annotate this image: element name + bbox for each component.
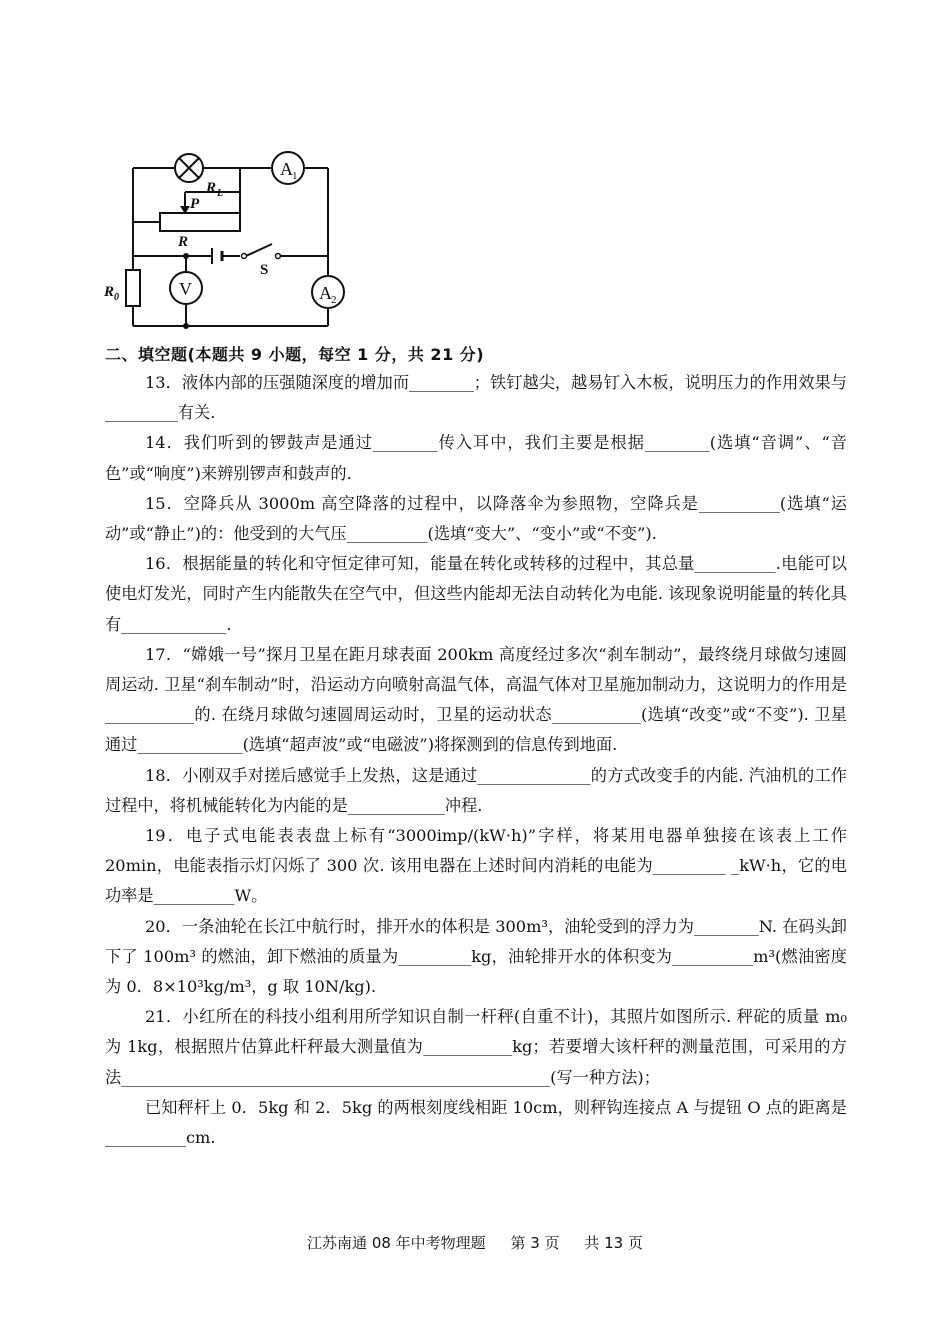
question-list bbox=[105, 368, 847, 1153]
question-17: 17．“嫦娥一号”探月卫星在距月球表面 200km 高度经过多次“刹车制动”，最终绕月球做匀速圆周运动. 卫星“刹车制动”时，沿运动方向喷射高温气体，高温气体对卫星施加制动力，这说明力的作用是___________的. 在绕月球做匀速圆周运动时，卫星的运动状态___________(选填“改变”或“不变”). 卫星通过_____________(选填“超声波”或“电磁波”)将探测到的信息传到地面. bbox=[105, 644, 847, 755]
label-RL: R bbox=[206, 180, 217, 196]
question-14: 14．我们听到的锣鼓声是通过________传入耳中，我们主要是根据________(选填“音调”、“音色”或“响度”)来辨别锣声和鼓声的. bbox=[105, 433, 847, 483]
label-S: S bbox=[260, 262, 269, 278]
section-title: 二、填空题(本题共 9 小题，每空 1 分，共 21 分) bbox=[105, 345, 485, 364]
switch-S-blade bbox=[246, 244, 272, 256]
label-RL-sub: L bbox=[217, 188, 224, 199]
switch-contact-right bbox=[276, 254, 281, 259]
page-footer bbox=[0, 1232, 950, 1253]
label-R0-sub: 0 bbox=[114, 292, 119, 303]
junction-dot bbox=[183, 323, 189, 329]
lamp-icon bbox=[175, 154, 203, 182]
svg-text:1: 1 bbox=[292, 170, 298, 182]
label-R: R bbox=[178, 234, 189, 250]
question-21-continued: 已知秤杆上 0．5kg 和 2．5kg 的两根刻度线相距 10cm，则秤钩连接点 A 与提钮 O 点的距离是__________cm. bbox=[105, 1097, 847, 1148]
question-18: 18．小刚双手对搓后感觉手上发热，这是通过______________的方式改变手的内能. 汽油机的工作过程中，将机械能转化为内能的是____________冲程. bbox=[105, 765, 847, 815]
question-21: 21．小红所在的科技小组利用所学知识自制一杆秤(自重不计)，其照片如图所示. 秤砣的质量 m₀ 为 1kg，根据照片估算此杆秤最大测量值为___________kg；若要增大该杆秤的测量范围，可采用的方法_____________________________________________________(写一种方法)； bbox=[105, 1007, 847, 1087]
footer-source: 江苏南通 08 年中考物理题 bbox=[307, 1234, 486, 1252]
voltmeter-V bbox=[170, 272, 202, 304]
ammeter-A2 bbox=[312, 276, 344, 308]
junction-dot bbox=[183, 253, 189, 259]
question-15: 15．空降兵从 3000m 高空降落的过程中，以降落伞为参照物，空降兵是__________(选填“运动”或“静止”)的：他受到的大气压__________(选填“变大”、“变小”或“不变”). bbox=[105, 493, 847, 544]
question-16: 16．根据能量的转化和守恒定律可知，能量在转化或转移的过程中，其总量__________.电能可以使电灯发光，同时产生内能散失在空气中，但这些内能却无法自动转化为电能. 该现象说明能量的转化具有_____________. bbox=[105, 554, 847, 634]
rheostat-R bbox=[160, 213, 240, 231]
ammeter-A1 bbox=[272, 152, 304, 184]
svg-text:2: 2 bbox=[331, 294, 337, 306]
svg-text:V: V bbox=[179, 279, 192, 299]
resistor-R0 bbox=[126, 270, 140, 306]
question-19: 19．电子式电能表表盘上标有“3000imp/(kW·h)”字样，将某用电器单独接在该表上工作 20min，电能表指示灯闪烁了 300 次. 该用电器在上述时间内消耗的电能为_________ _kW·h，它的电功率是__________W。 bbox=[105, 826, 847, 906]
question-20: 20．一条油轮在长江中航行时，排开水的体积是 300m³，油轮受到的浮力为________N. 在码头卸下了 100m³ 的燃油，卸下燃油的质量为_________kg，油轮排开水的体积变为__________m³(燃油密度为 0．8×10³kg/m³，g 取 10N/kg). bbox=[105, 916, 847, 997]
svg-text:A: A bbox=[319, 283, 332, 303]
svg-text:A: A bbox=[280, 159, 293, 179]
circuit-diagram bbox=[100, 140, 360, 340]
footer-total-pages: 共 13 页 bbox=[584, 1234, 643, 1252]
question-13: 13．液体内部的压强随深度的增加而________；铁钉越尖，越易钉入木板，说明压力的作用效果与_________有关. bbox=[105, 373, 847, 423]
switch-contact-left bbox=[242, 254, 247, 259]
circuit-svg bbox=[100, 140, 360, 340]
footer-page-number: 第 3 页 bbox=[510, 1234, 560, 1252]
label-P: P bbox=[190, 196, 200, 212]
label-R0: R bbox=[104, 284, 115, 300]
